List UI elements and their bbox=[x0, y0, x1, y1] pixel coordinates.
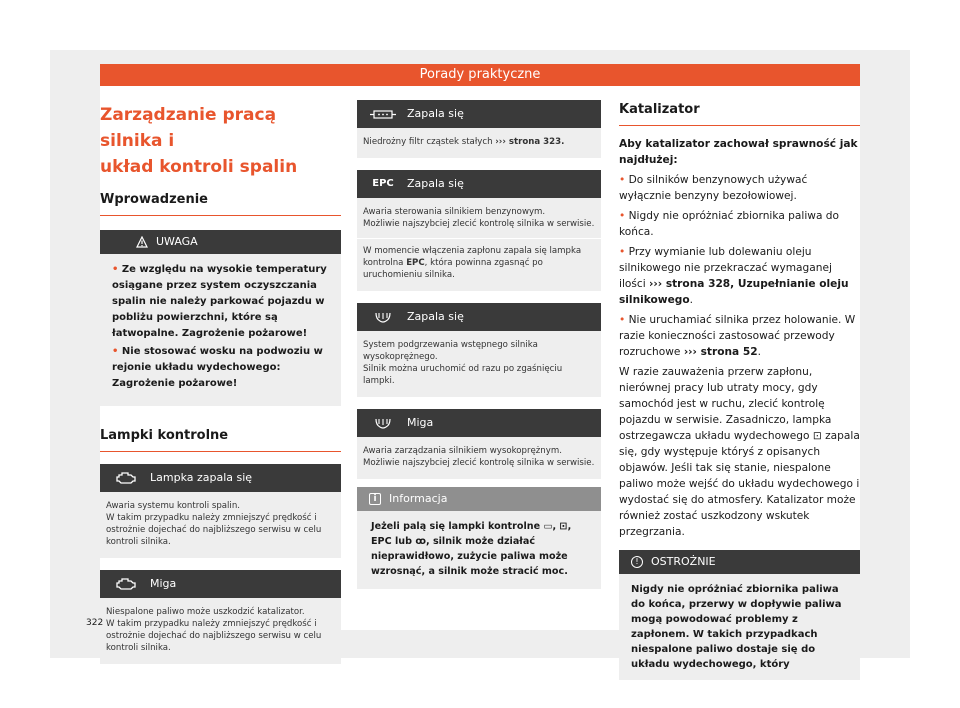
lamp-text: Awaria sterowania silnikiem benzynowym. bbox=[363, 207, 546, 217]
lamp-label: Zapala się bbox=[407, 177, 464, 190]
title-line-2: układ kontroli spalin bbox=[100, 157, 298, 177]
lamp-text: System podgrzewania wstępnego silnika wysokoprężnego. bbox=[363, 340, 538, 362]
catalyst-body bbox=[619, 136, 860, 540]
lamp-box-engine-on bbox=[100, 464, 341, 558]
engine-icon bbox=[112, 470, 140, 486]
epc-icon: EPC bbox=[372, 178, 394, 189]
lamp-label: Zapala się bbox=[407, 310, 464, 323]
lamp-label: Miga bbox=[150, 577, 177, 590]
engine-icon: ⊡ bbox=[559, 521, 568, 532]
info-header bbox=[357, 487, 601, 511]
lamp-header bbox=[357, 303, 601, 331]
column-middle bbox=[357, 86, 601, 589]
lamp-header bbox=[357, 409, 601, 437]
caution-label: OSTROŻNIE bbox=[651, 555, 716, 568]
info-text: , silnik może działać nieprawidłowo, zużycie paliwa może wzrosnąć, a silnik może stracić moc. bbox=[371, 536, 568, 577]
info-body bbox=[357, 511, 601, 589]
catalyst-bullet: • Nigdy nie opróżniać zbiornika paliwa do końca. bbox=[619, 210, 840, 238]
page-number: 322 bbox=[86, 618, 104, 628]
catalyst-paragraph: W razie zauważenia przerw zapłonu, nierównej pracy lub utraty mocy, gdy samochód jest w ruchu, zlecić kontrolę pojazdu w serwisie. Zasadniczo, lampka ostrzegawcza układu wydechowego ⊡ zapala się, gdy występuje któryś z opisanych objawów. Jeśli tak się stanie, niespalone paliwo może wejść do układu wydechowego i wydostać się do atmosfery. Katalizator może również zostać uszkodzony wskutek przegrzania. bbox=[619, 366, 860, 538]
page-link[interactable]: ››› strona 323. bbox=[495, 137, 565, 147]
lamp-label: Zapala się bbox=[407, 107, 464, 120]
epc-inline-icon: EPC bbox=[371, 536, 392, 547]
caution-box bbox=[619, 550, 860, 680]
lamp-box-dpf bbox=[357, 100, 601, 158]
divider bbox=[357, 238, 601, 239]
catalyst-heading: Katalizator bbox=[619, 102, 860, 126]
catalyst-bullet: • Do silników benzynowych używać wyłącznie benzyny bezołowiowej. bbox=[619, 174, 808, 202]
lamp-body bbox=[100, 492, 341, 558]
lamp-box-glow-on bbox=[357, 303, 601, 397]
page-title bbox=[100, 102, 341, 180]
catalyst-question: Aby katalizator zachował sprawność jak najdłużej: bbox=[619, 138, 858, 166]
lamp-text-part: W momencie włączenia zapłonu zapala się lampka kontrolna bbox=[363, 246, 582, 268]
lamp-text: Awaria systemu kontroli spalin. bbox=[106, 501, 240, 511]
warning-item: • Nie stosować wosku na podwoziu w rejonie układu wydechowego: Zagrożenie pożarowe! bbox=[112, 346, 323, 389]
column-left bbox=[100, 86, 341, 664]
lamp-header bbox=[357, 100, 601, 128]
info-box bbox=[357, 487, 601, 589]
lamp-body bbox=[357, 331, 601, 397]
lamp-text: Możliwie najszybciej zlecić kontrolę silnika w serwisie. bbox=[363, 219, 595, 229]
epc-inline-icon: EPC bbox=[406, 258, 425, 268]
lamp-text: Niedrożny filtr cząstek stałych bbox=[363, 137, 493, 147]
catalyst-bullet: • Przy wymianie lub dolewaniu oleju silnikowego nie przekraczać wymaganej ilości ››› strona 328, Uzupełnianie oleju silnikowego. bbox=[619, 246, 849, 306]
lamp-body bbox=[357, 437, 601, 479]
section-header: Porady praktyczne bbox=[100, 64, 860, 86]
lamp-label: Lampka zapala się bbox=[150, 471, 253, 484]
lamp-box-glow-blink bbox=[357, 409, 601, 479]
catalyst-bullet: • Nie uruchamiać silnika przez holowanie. W razie konieczności zastosować przewody rozruchowe ››› strona 52. bbox=[619, 314, 856, 358]
warning-label: UWAGA bbox=[156, 235, 198, 248]
engine-icon bbox=[112, 576, 140, 592]
page-link[interactable]: ››› strona 328, Uzupełnianie oleju silnikowego bbox=[619, 278, 849, 306]
warning-header bbox=[100, 230, 341, 254]
title-line-1: Zarządzanie pracą silnika i bbox=[100, 105, 277, 151]
column-right bbox=[619, 86, 860, 680]
lamps-heading: Lampki kontrolne bbox=[100, 428, 341, 452]
warning-body bbox=[100, 254, 341, 406]
info-icon: i bbox=[369, 493, 381, 505]
lamp-text: W takim przypadku należy zmniejszyć prędkość i ostrożnie dojechać do najbliższego serwisu w celu kontroli silnika. bbox=[106, 513, 322, 547]
warning-triangle-icon bbox=[136, 236, 148, 248]
info-label: Informacja bbox=[389, 492, 448, 505]
glow-plug-icon: ꝏ bbox=[415, 536, 426, 547]
warning-box bbox=[100, 230, 341, 406]
page-content bbox=[100, 86, 860, 670]
lamp-text: Silnik można uruchomić od razu po zgaśnięciu lampki. bbox=[363, 364, 563, 386]
particulate-filter-icon bbox=[369, 106, 397, 122]
lamp-header bbox=[100, 570, 341, 598]
lamp-text: Niespalone paliwo może uszkodzić katalizator. bbox=[106, 607, 305, 617]
lamp-box-engine-blink bbox=[100, 570, 341, 664]
page-link[interactable]: ››› strona 52 bbox=[683, 346, 758, 358]
lamp-body bbox=[357, 198, 601, 291]
lamp-body bbox=[357, 128, 601, 158]
info-sep: , bbox=[567, 521, 572, 532]
info-sep: , bbox=[552, 521, 557, 532]
lamp-text bbox=[363, 245, 595, 281]
glow-plug-icon bbox=[369, 415, 397, 431]
lamp-header bbox=[100, 464, 341, 492]
lamp-text-part: , która powinna zgasnąć po uruchomieniu silnika. bbox=[363, 258, 543, 280]
lamp-body bbox=[100, 598, 341, 664]
glow-plug-icon bbox=[369, 309, 397, 325]
lamp-header bbox=[357, 170, 601, 198]
engine-icon: ⊡ bbox=[812, 430, 822, 442]
caution-body: Nigdy nie opróżniać zbiornika paliwa do końca, przerwy w dopływie paliwa mogą powodować problemy z zapłonem. W takich przypadkach niespalone paliwo dostaje się do układu wydechowego, który bbox=[631, 584, 842, 670]
caution-icon: ! bbox=[631, 556, 643, 568]
info-text: lub bbox=[394, 536, 412, 547]
lamp-text: W takim przypadku należy zmniejszyć prędkość i ostrożnie dojechać do najbliższego serwisu w celu kontroli silnika. bbox=[106, 619, 322, 653]
caution-header bbox=[619, 550, 860, 574]
lamp-box-epc bbox=[357, 170, 601, 291]
lamp-text: Możliwie najszybciej zlecić kontrolę silnika w serwisie. bbox=[363, 458, 595, 468]
info-text: Jeżeli palą się lampki kontrolne bbox=[371, 521, 541, 532]
particulate-filter-icon: ▭ bbox=[543, 521, 553, 532]
lamp-label: Miga bbox=[407, 416, 434, 429]
lamp-text: Awaria zarządzania silnikiem wysokoprężnym. bbox=[363, 446, 562, 456]
warning-item: • Ze względu na wysokie temperatury osiągane przez system oczyszczania spalin nie należy parkować pojazdu w pobliżu powierzchni, które są łatwopalne. Zagrożenie pożarowe! bbox=[112, 264, 327, 339]
subtitle: Wprowadzenie bbox=[100, 192, 341, 216]
